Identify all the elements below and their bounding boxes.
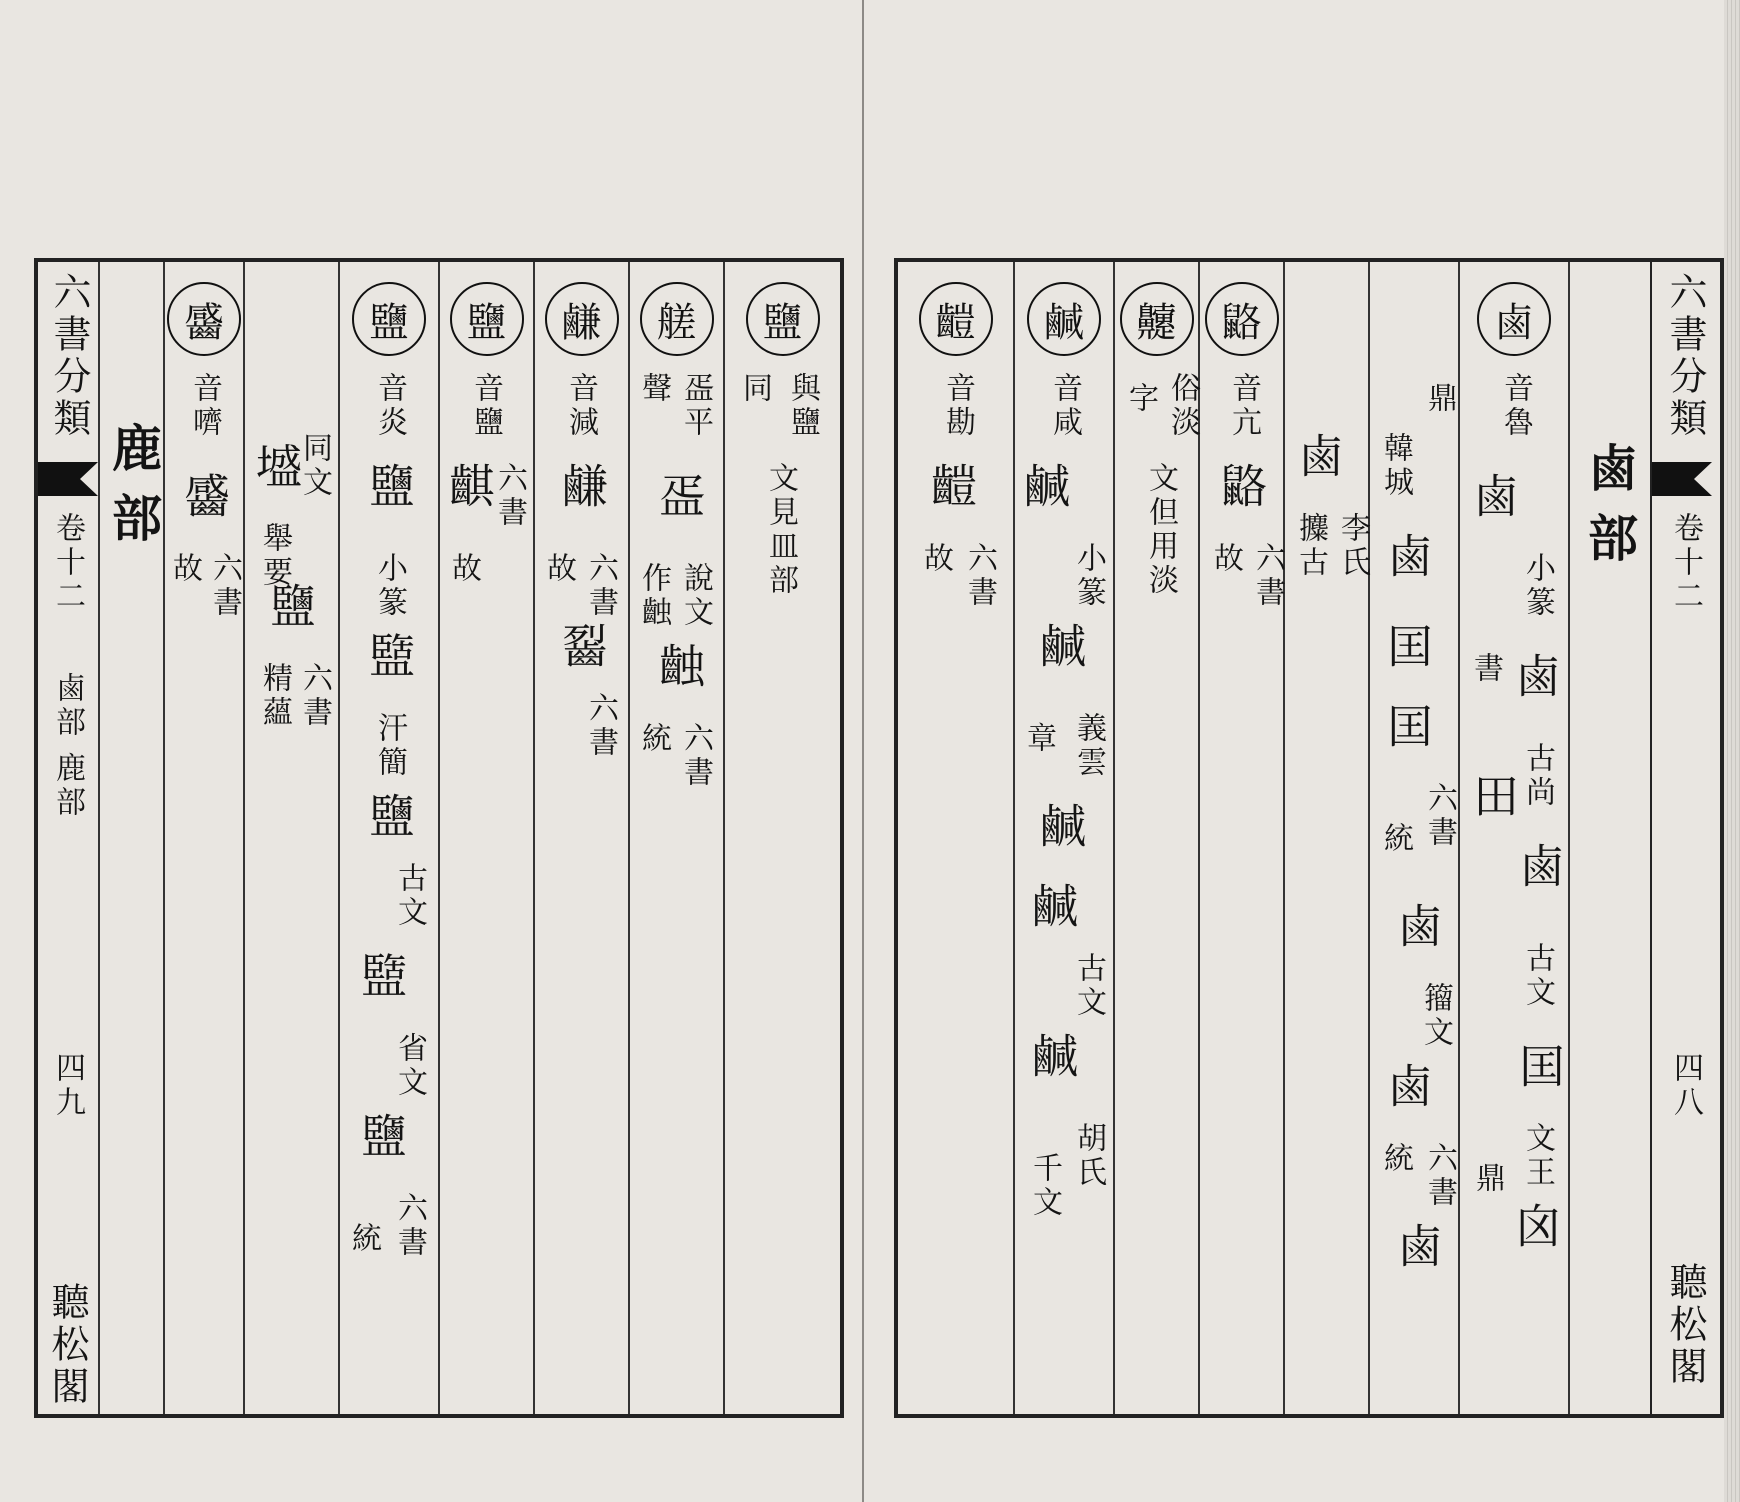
entry-text: 六書 (1422, 1142, 1457, 1210)
seal-form: 鹹 (1025, 1032, 1079, 1088)
seal-headword: 鹽 (450, 282, 524, 356)
seal-headword: 䶠 (167, 282, 241, 356)
entry-text: 籀文 (1418, 982, 1453, 1050)
bleed-through-text (120, 330, 169, 374)
seal-form: 䶚 (652, 642, 706, 698)
entry-text: 書 (1468, 652, 1503, 686)
page-edge (1724, 0, 1740, 1502)
entry-text: 義雲 (1071, 712, 1106, 780)
entry-text: 音鹽 (468, 372, 503, 440)
seal-form: 䶛 (555, 622, 609, 678)
entry-text: 小篆 (1071, 542, 1106, 610)
entry-column (1368, 262, 1458, 1414)
margin-leaf-number: 四九 (50, 1052, 85, 1120)
seal-form: 䶠 (177, 472, 231, 528)
seal-form: 盬 (362, 632, 416, 688)
entry-text: 故 (1208, 542, 1243, 576)
entry-text: 同 (737, 372, 772, 406)
right-page (864, 0, 1740, 1502)
seal-form: 鹵 (1512, 842, 1566, 898)
entry-text: 章 (1021, 722, 1056, 756)
seal-headword: 艖 (640, 282, 714, 356)
entry-text: 古文 (1071, 952, 1106, 1020)
seal-form: 鹹 (1033, 802, 1087, 858)
entry-column (163, 262, 243, 1414)
entry-column (243, 262, 338, 1414)
entry-text: 同文 (297, 432, 332, 500)
entry-column (628, 262, 723, 1414)
seal-headword: 鹽 (746, 282, 820, 356)
section-column (98, 262, 163, 1414)
seal-form: 鹽 (263, 582, 317, 638)
seal-form: 䶞 (442, 462, 496, 518)
entry-text: 作䶚 (636, 562, 671, 630)
entry-text: 俗淡 (1165, 372, 1200, 440)
seal-form: 鹵 (1380, 1062, 1434, 1118)
entry-text: 文王 (1520, 1122, 1555, 1190)
margin-publisher: 聽松閣 (45, 1282, 89, 1408)
entry-text: 省文 (392, 1032, 427, 1100)
margin-volume: 卷十二 (50, 512, 85, 614)
entry-text: 音咸 (1047, 372, 1082, 440)
entry-text: 統 (1378, 1142, 1413, 1176)
entry-text: 統 (636, 722, 671, 756)
entry-text: 故 (918, 542, 953, 576)
seal-form: 盬 (354, 952, 408, 1008)
entry-text: 韓城 (1378, 432, 1413, 500)
entry-text: 古文 (392, 862, 427, 930)
seal-form: 鹹 (1033, 622, 1087, 678)
entry-text: 字 (1123, 382, 1158, 416)
seal-headword: 䶣 (919, 282, 993, 356)
seal-form: 㿿 (652, 472, 706, 528)
entry-text: 攗古 (1293, 512, 1328, 580)
entry-text: 音勘 (940, 372, 975, 440)
entry-text: 音亢 (1226, 372, 1261, 440)
entry-text: 故 (541, 552, 576, 586)
entry-column (438, 262, 533, 1414)
entry-text: 六書 (492, 462, 527, 530)
right-margin-strip (1650, 262, 1720, 1414)
seal-form: 囯 (1512, 1042, 1566, 1098)
entry-text: 鼎 (1422, 382, 1457, 416)
entry-text: 音嚌 (187, 372, 222, 440)
entry-text: 故 (446, 552, 481, 586)
left-margin-strip (38, 262, 98, 1414)
entry-text: 故 (167, 552, 202, 586)
seal-form: 鹽 (362, 462, 416, 518)
entry-text: 六書 (962, 542, 997, 610)
entry-text: 㿿平 (678, 372, 713, 440)
entry-column (1458, 262, 1568, 1414)
entry-text: 說文 (678, 562, 713, 630)
fish-tail-mark (38, 462, 98, 496)
entry-column (1198, 262, 1283, 1414)
entry-column (898, 262, 1013, 1414)
entry-column (1283, 262, 1368, 1414)
seal-form: 䶣 (924, 462, 978, 518)
entry-column (338, 262, 438, 1414)
seal-form: 鹵 (1380, 532, 1434, 588)
entry-text: 小篆 (372, 552, 407, 620)
entry-text: 李氏 (1335, 512, 1370, 580)
margin-leaf-number: 四八 (1668, 1052, 1703, 1120)
seal-form: 鹹 (1017, 462, 1071, 518)
seal-headword: 鹻 (545, 282, 619, 356)
entry-text: 統 (1378, 822, 1413, 856)
margin-title: 六書分類 (47, 272, 91, 440)
seal-headword: 䶅 (1205, 282, 1279, 356)
margin-publisher: 聽松閣 (1663, 1262, 1707, 1388)
entry-text: 千文 (1027, 1152, 1062, 1220)
entry-text: 六書 (207, 552, 242, 620)
entry-text: 文見皿部 (763, 462, 798, 598)
seal-form: 鹵 (1390, 1222, 1444, 1278)
seal-form: 鹹 (1025, 882, 1079, 938)
entry-text: 古文 (1520, 942, 1555, 1010)
seal-form: 䶅 (1214, 462, 1268, 518)
seal-headword: 鹹 (1027, 282, 1101, 356)
seal-form: 鹵 (1291, 432, 1345, 488)
seal-form: 鹵 (1466, 472, 1520, 528)
entry-column (1013, 262, 1113, 1414)
seal-form: 鹵 (1390, 902, 1444, 958)
entry-text: 聲 (636, 372, 671, 406)
entry-text: 六書 (392, 1192, 427, 1260)
entry-text: 音減 (563, 372, 598, 440)
section-column (1568, 262, 1650, 1414)
seal-form: 囟 (1508, 1202, 1562, 1258)
entry-text: 音魯 (1498, 372, 1533, 440)
seal-headword: 鹵 (1477, 282, 1551, 356)
entry-text: 胡氏 (1071, 1122, 1106, 1190)
seal-form: 鹵 (1508, 652, 1562, 708)
entry-text: 精蘊 (257, 662, 292, 730)
entry-text: 與鹽 (785, 372, 820, 440)
entry-text: 鼎 (1470, 1162, 1505, 1196)
entry-column (533, 262, 628, 1414)
seal-form: 囯 (1380, 702, 1434, 758)
entry-column (723, 262, 840, 1414)
right-page-frame (894, 258, 1724, 1418)
entry-text: 音炎 (372, 372, 407, 440)
margin-section-label: 鹿部 (50, 752, 85, 820)
seal-form: 鹽 (354, 1112, 408, 1168)
margin-title: 六書分類 (1663, 272, 1707, 440)
entry-text: 六書 (1422, 782, 1457, 850)
seal-form: 田 (1466, 772, 1520, 828)
entry-column (1113, 262, 1198, 1414)
seal-form: 囯 (1380, 622, 1434, 678)
section-heading: 鹿部 (104, 422, 163, 562)
section-heading: 鹵部 (1580, 442, 1639, 582)
margin-section-label: 鹵部 (50, 672, 85, 740)
entry-text: 文但用淡 (1143, 462, 1178, 598)
seal-form: 鹽 (362, 792, 416, 848)
left-page-frame (34, 258, 844, 1418)
entry-text: 六書 (297, 662, 332, 730)
left-page (0, 0, 864, 1502)
margin-volume: 卷十二 (1668, 512, 1703, 614)
seal-form: 墭 (249, 442, 303, 498)
seal-headword: 䶑 (1120, 282, 1194, 356)
entry-text: 舉要 (257, 522, 292, 590)
seal-headword: 鹽 (352, 282, 426, 356)
entry-text: 六書 (583, 692, 618, 760)
entry-text: 六書 (583, 552, 618, 620)
fish-tail-mark (1652, 462, 1712, 496)
entry-text: 六書 (1250, 542, 1285, 610)
entry-text: 統 (346, 1222, 381, 1256)
entry-text: 古尚 (1520, 742, 1555, 810)
entry-text: 汗簡 (372, 712, 407, 780)
seal-form: 鹻 (555, 462, 609, 518)
entry-text: 六書 (678, 722, 713, 790)
entry-text: 小篆 (1520, 552, 1555, 620)
